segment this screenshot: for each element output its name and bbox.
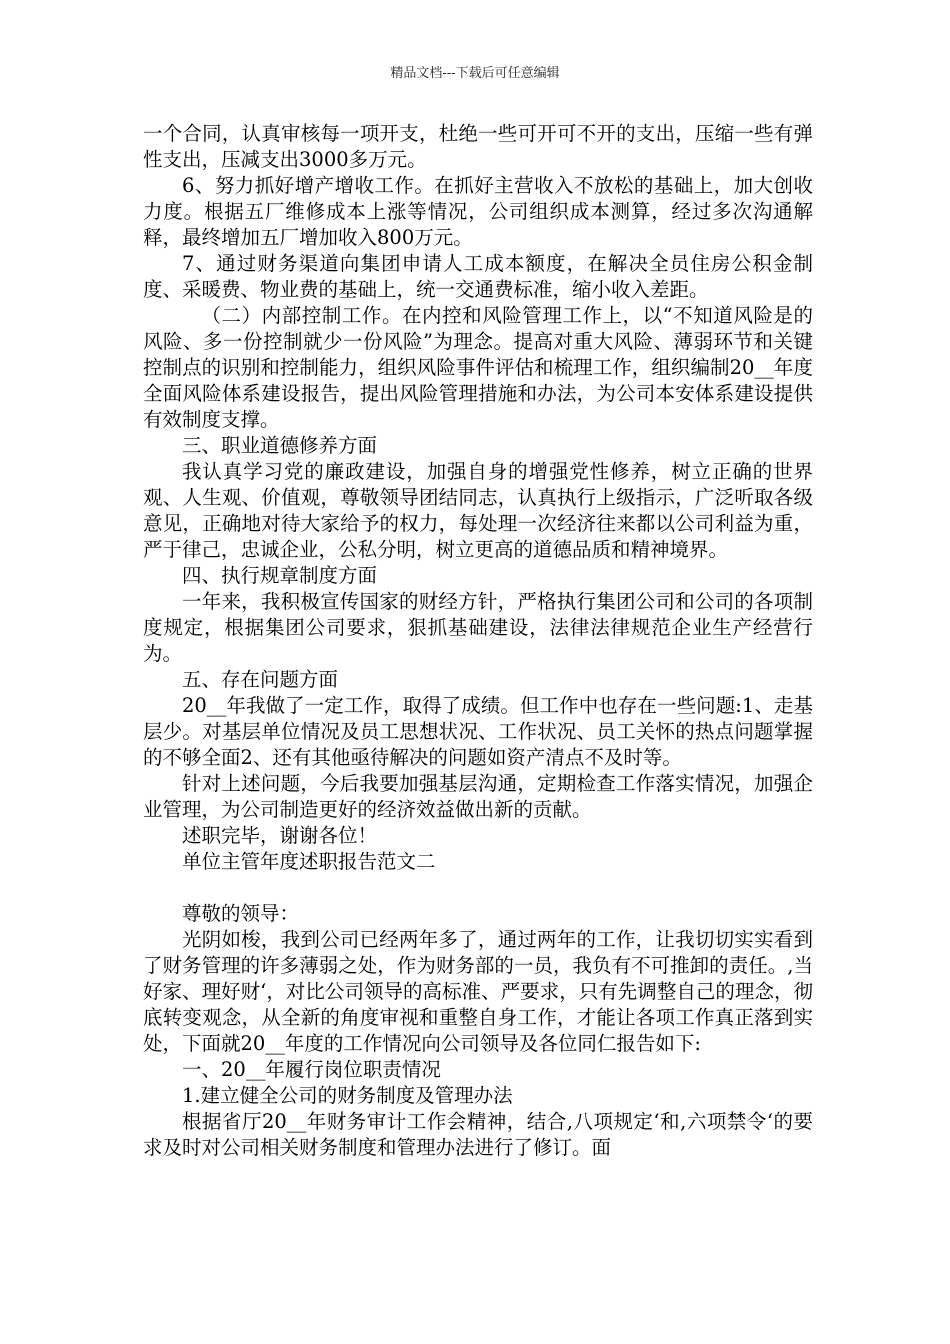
paragraph: 五、存在问题方面 — [182, 668, 339, 691]
paragraph: 尊敬的领导： — [182, 902, 300, 925]
paragraph: 单位主管年度述职报告范文二 — [182, 850, 436, 873]
paragraph: 光阴如梭，我到公司已经两年多了，通过两年的工作，让我切切实实看到了财务管理的许多薄弱之处，作为财务部的一员，我负有不可推卸的责任。,当好家、理好财‘，对比公司领导的高标准、严要求，只有先调整自己的理念，彻底转变观念，从全新的角度审视和重整自身工作，才能让各项工作真正落到实处，下面就20__年度的工作情况向公司领导及各位同仁报告如下: — [143, 928, 813, 1055]
paragraph: （二）内部控制工作。在内控和风险管理工作上，以“不知道风险是的风险、多一份控制就少一份风险”为理念。提高对重大风险、薄弱环节和关键控制点的识别和控制能力，组织风险事件评估和梳理工作，组织编制20__年度全面风险体系建设报告，提出风险管理措施和办法，为公司本安体系建设提供有效制度支撑。 — [143, 304, 813, 431]
blank-line — [143, 875, 813, 901]
document-body — [143, 121, 813, 1161]
paragraph: 20__年我做了一定工作，取得了成绩。但工作中也存在一些问题:1、走基层少。对基层单位情况及员工思想状况、工作状况、员工关怀的热点问题掌握的不够全面2、还有其他亟待解决的问题如资产清点不及时等。 — [143, 694, 813, 769]
paragraph: 一个合同，认真审核每一项开支，杜绝一些可开可不开的支出，压缩一些有弹性支出，压减支出3000多万元。 — [143, 122, 813, 171]
paragraph: 三、职业道德修养方面 — [182, 434, 378, 457]
paragraph: 一、20__年履行岗位职责情况 — [182, 1058, 441, 1081]
paragraph: 根据省厅20__年财务审计工作会精神，结合,八项规定‘和,六项禁令‘的要求及时对公司相关财务制度和管理办法进行了修订。面 — [143, 1110, 813, 1159]
paragraph: 述职完毕，谢谢各位！ — [182, 824, 378, 847]
paragraph: 针对上述问题，今后我要加强基层沟通，定期检查工作落实情况，加强企业管理，为公司制造更好的经济效益做出新的贡献。 — [143, 772, 813, 821]
paragraph: 7、通过财务渠道向集团申请人工成本额度，在解决全员住房公积金制度、采暖费、物业费的基础上，统一交通费标准，缩小收入差距。 — [143, 252, 813, 301]
paragraph: 四、执行规章制度方面 — [182, 564, 378, 587]
paragraph: 1.建立健全公司的财务制度及管理办法 — [182, 1084, 513, 1107]
paragraph: 6、努力抓好增产增收工作。在抓好主营收入不放松的基础上，加大创收力度。根据五厂维修成本上涨等情况，公司组织成本测算，经过多次沟通解释，最终增加五厂增加收入800万元。 — [143, 174, 813, 249]
page-header: 精品文档---下载后可任意编辑 — [390, 66, 560, 81]
paragraph: 我认真学习党的廉政建设，加强自身的增强党性修养，树立正确的世界观、人生观、价值观，尊敬领导团结同志，认真执行上级指示，广泛听取各级意见，正确地对待大家给予的权力，每处理一次经济往来都以公司利益为重，严于律己，忠诚企业，公私分明，树立更高的道德品质和精神境界。 — [143, 460, 813, 561]
paragraph: 一年来，我积极宣传国家的财经方针，严格执行集团公司和公司的各项制度规定，根据集团公司要求，狠抓基础建设，法律法律规范企业生产经营行为。 — [143, 590, 813, 665]
